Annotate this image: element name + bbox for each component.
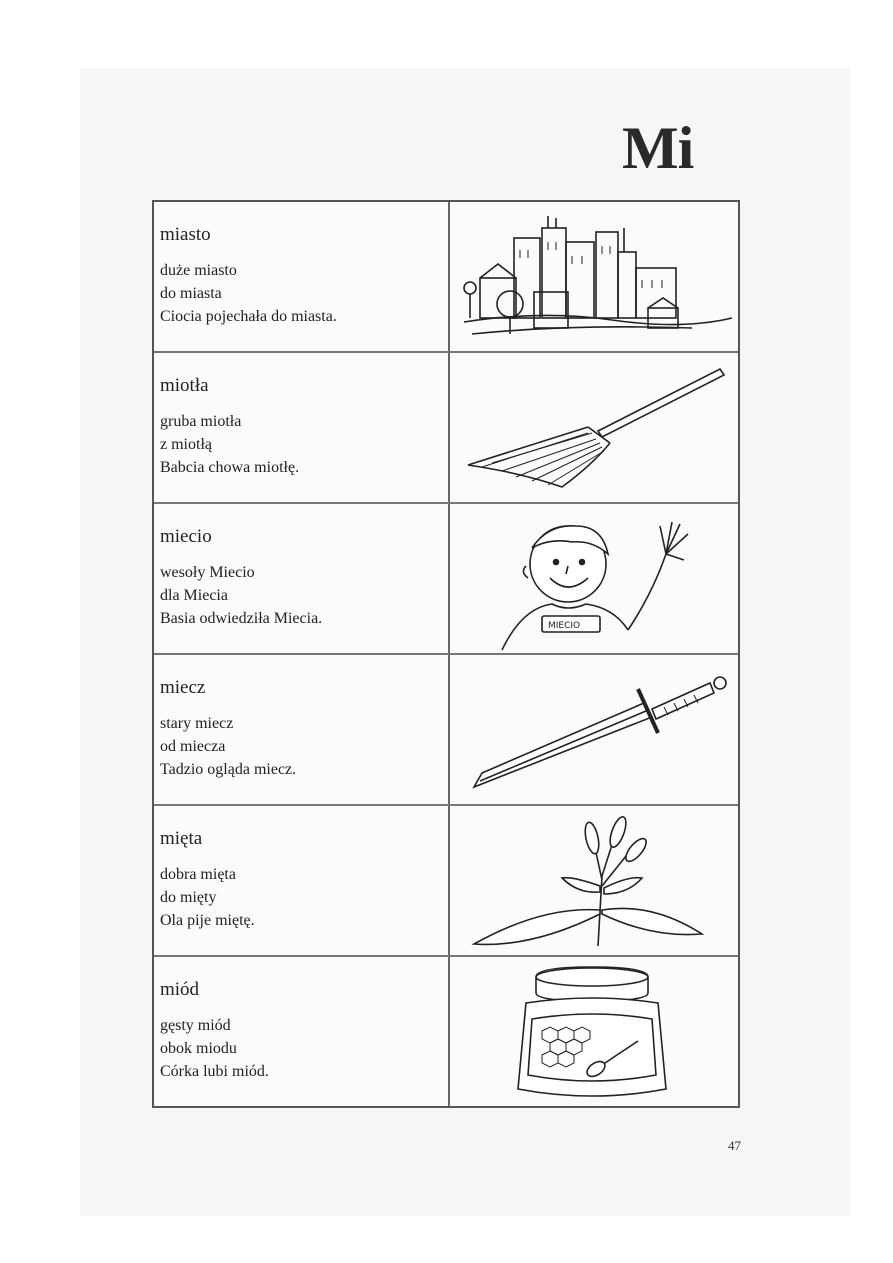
honey-jar-icon [452, 957, 738, 1107]
illustration-cell [452, 353, 738, 502]
example-phrase: gęsty miód [160, 1017, 231, 1034]
example-phrase: z miotłą [160, 436, 212, 453]
word-cell [160, 353, 440, 502]
sword-icon [452, 655, 738, 805]
page-title: Mi [622, 115, 694, 181]
mint-icon [452, 806, 738, 956]
word-cell [160, 504, 440, 653]
example-sentence: Córka lubi miód. [160, 1063, 269, 1080]
illustration-cell [452, 655, 738, 804]
table-row [154, 655, 738, 806]
vocabulary-table [152, 200, 740, 1108]
example-sentence: Basia odwiedziła Miecia. [160, 610, 323, 627]
vocabulary-word: mięta [160, 828, 203, 849]
table-row [154, 353, 738, 504]
example-sentence: Ciocia pojechała do miasta. [160, 308, 337, 325]
city-icon [452, 202, 738, 352]
word-cell [160, 655, 440, 804]
illustration-cell [452, 957, 738, 1108]
illustration-cell [452, 806, 738, 955]
word-cell [160, 957, 440, 1108]
example-phrase: do miasta [160, 285, 222, 302]
vocabulary-word: miecz [160, 677, 206, 698]
table-row [154, 504, 738, 655]
vocabulary-word: miód [160, 979, 200, 1000]
example-phrase: obok miodu [160, 1040, 237, 1057]
table-row [154, 957, 738, 1108]
vocabulary-word: miecio [160, 526, 212, 547]
example-phrase: stary miecz [160, 715, 234, 732]
table-row [154, 806, 738, 957]
example-phrase: duże miasto [160, 262, 237, 279]
example-phrase: dobra mięta [160, 866, 236, 883]
word-cell [160, 806, 440, 955]
illustration-cell [452, 202, 738, 351]
vocabulary-word: miasto [160, 224, 211, 245]
table-row [154, 202, 738, 353]
example-sentence: Tadzio ogląda miecz. [160, 761, 297, 778]
shirt-label: MIECIO [548, 621, 581, 631]
example-phrase: od miecza [160, 738, 226, 755]
vocabulary-word: miotła [160, 375, 209, 396]
boy-icon [452, 504, 738, 654]
broom-icon [452, 353, 738, 503]
example-phrase: dla Miecia [160, 587, 228, 604]
example-phrase: gruba miotła [160, 413, 242, 430]
example-phrase: wesoły Miecio [160, 564, 255, 581]
example-sentence: Ola pije miętę. [160, 912, 255, 929]
word-cell [160, 202, 440, 351]
page-number: 47 [728, 1138, 741, 1153]
example-sentence: Babcia chowa miotłę. [160, 459, 300, 476]
example-phrase: do mięty [160, 889, 217, 906]
illustration-cell [452, 504, 738, 653]
